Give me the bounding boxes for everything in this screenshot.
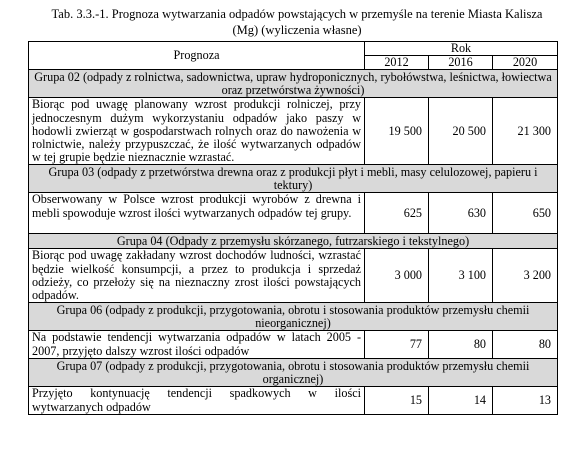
- group-title-row: [29, 165, 558, 193]
- value-06-2020: 80: [493, 331, 558, 359]
- value-07-2012: 15: [365, 387, 429, 415]
- group-title-row: [29, 234, 558, 249]
- value-04-2016: 3 100: [429, 249, 493, 303]
- table-caption: [30, 6, 564, 38]
- value-04-2012: 3 000: [365, 249, 429, 303]
- table-row: [29, 387, 558, 415]
- group-desc-06: Na podstawie tendencji wytwarzania odpadów w latach 2005 - 2007, przyjęto dalszy wzrost ilości odpadów: [29, 331, 365, 359]
- value-07-2016: 14: [429, 387, 493, 415]
- group-title-02: Grupa 02 (odpady z rolnictwa, sadownictwa, upraw hydroponicznych, rybołówstwa, leśnictwa, łowiectwa oraz przetwórstwa żywności): [29, 70, 558, 98]
- header-prognoza: Prognoza: [29, 42, 365, 70]
- table-row: [29, 193, 558, 234]
- group-desc-02: Biorąc pod uwagę planowany wzrost produkcji rolniczej, przy jednoczesnym dużym wykorzystaniu odpadów jako paszy w hodowli zwierząt w gospodarstwach rolnych oraz do nawożenia w rolnictwie, należy przypuszczać, że ilość wytwarzanych odpadów w tej grupie będzie nieznacznie wzrastać.: [29, 98, 365, 165]
- forecast-table: [28, 41, 558, 415]
- group-desc-07: Przyjęto kontynuację tendencji spadkowych w ilości wytwarzanych odpadów: [29, 387, 365, 415]
- group-title-04: Grupa 04 (Odpady z przemysłu skórzanego, futrzarskiego i tekstylnego): [29, 234, 558, 249]
- table-header-row: [29, 42, 558, 56]
- caption-line-1: Tab. 3.3.-1. Prognoza wytwarzania odpadów powstających w przemyśle na terenie Miasta Kalisza: [51, 7, 543, 21]
- value-06-2016: 80: [429, 331, 493, 359]
- table-row: [29, 331, 558, 359]
- table-row: [29, 98, 558, 165]
- group-title-row: [29, 359, 558, 387]
- header-year-2012: 2012: [365, 56, 429, 70]
- table-row: [29, 249, 558, 303]
- caption-line-2: (Mg) (wyliczenia własne): [232, 23, 362, 37]
- group-title-07: Grupa 07 (odpady z produkcji, przygotowania, obrotu i stosowania produktów przemysłu chemii organicznej): [29, 359, 558, 387]
- group-desc-04: Biorąc pod uwagę zakładany wzrost dochodów ludności, wzrastać będzie wielkość konsumpcji, a przez to produkcja i sprzedaż odzieży, co przełoży się na nieznaczny zrost ilości powstających odpadów.: [29, 249, 365, 303]
- group-title-row: [29, 70, 558, 98]
- header-rok: Rok: [365, 42, 558, 56]
- value-03-2016: 630: [429, 193, 493, 234]
- group-title-06: Grupa 06 (odpady z produkcji, przygotowania, obrotu i stosowania produktów przemysłu chemii nieorganicznej): [29, 303, 558, 331]
- value-04-2020: 3 200: [493, 249, 558, 303]
- group-title-03: Grupa 03 (odpady z przetwórstwa drewna oraz z produkcji płyt i mebli, masy celulozowej, papieru i tektury): [29, 165, 558, 193]
- value-07-2020: 13: [493, 387, 558, 415]
- value-02-2020: 21 300: [493, 98, 558, 165]
- header-year-2016: 2016: [429, 56, 493, 70]
- group-desc-03: Obserwowany w Polsce wzrost produkcji wyrobów z drewna i mebli spowoduje wzrost ilości wytwarzanych odpadów tej grupy.: [29, 193, 365, 234]
- header-year-2020: 2020: [493, 56, 558, 70]
- group-title-row: [29, 303, 558, 331]
- value-03-2020: 650: [493, 193, 558, 234]
- value-02-2016: 20 500: [429, 98, 493, 165]
- value-03-2012: 625: [365, 193, 429, 234]
- value-02-2012: 19 500: [365, 98, 429, 165]
- value-06-2012: 77: [365, 331, 429, 359]
